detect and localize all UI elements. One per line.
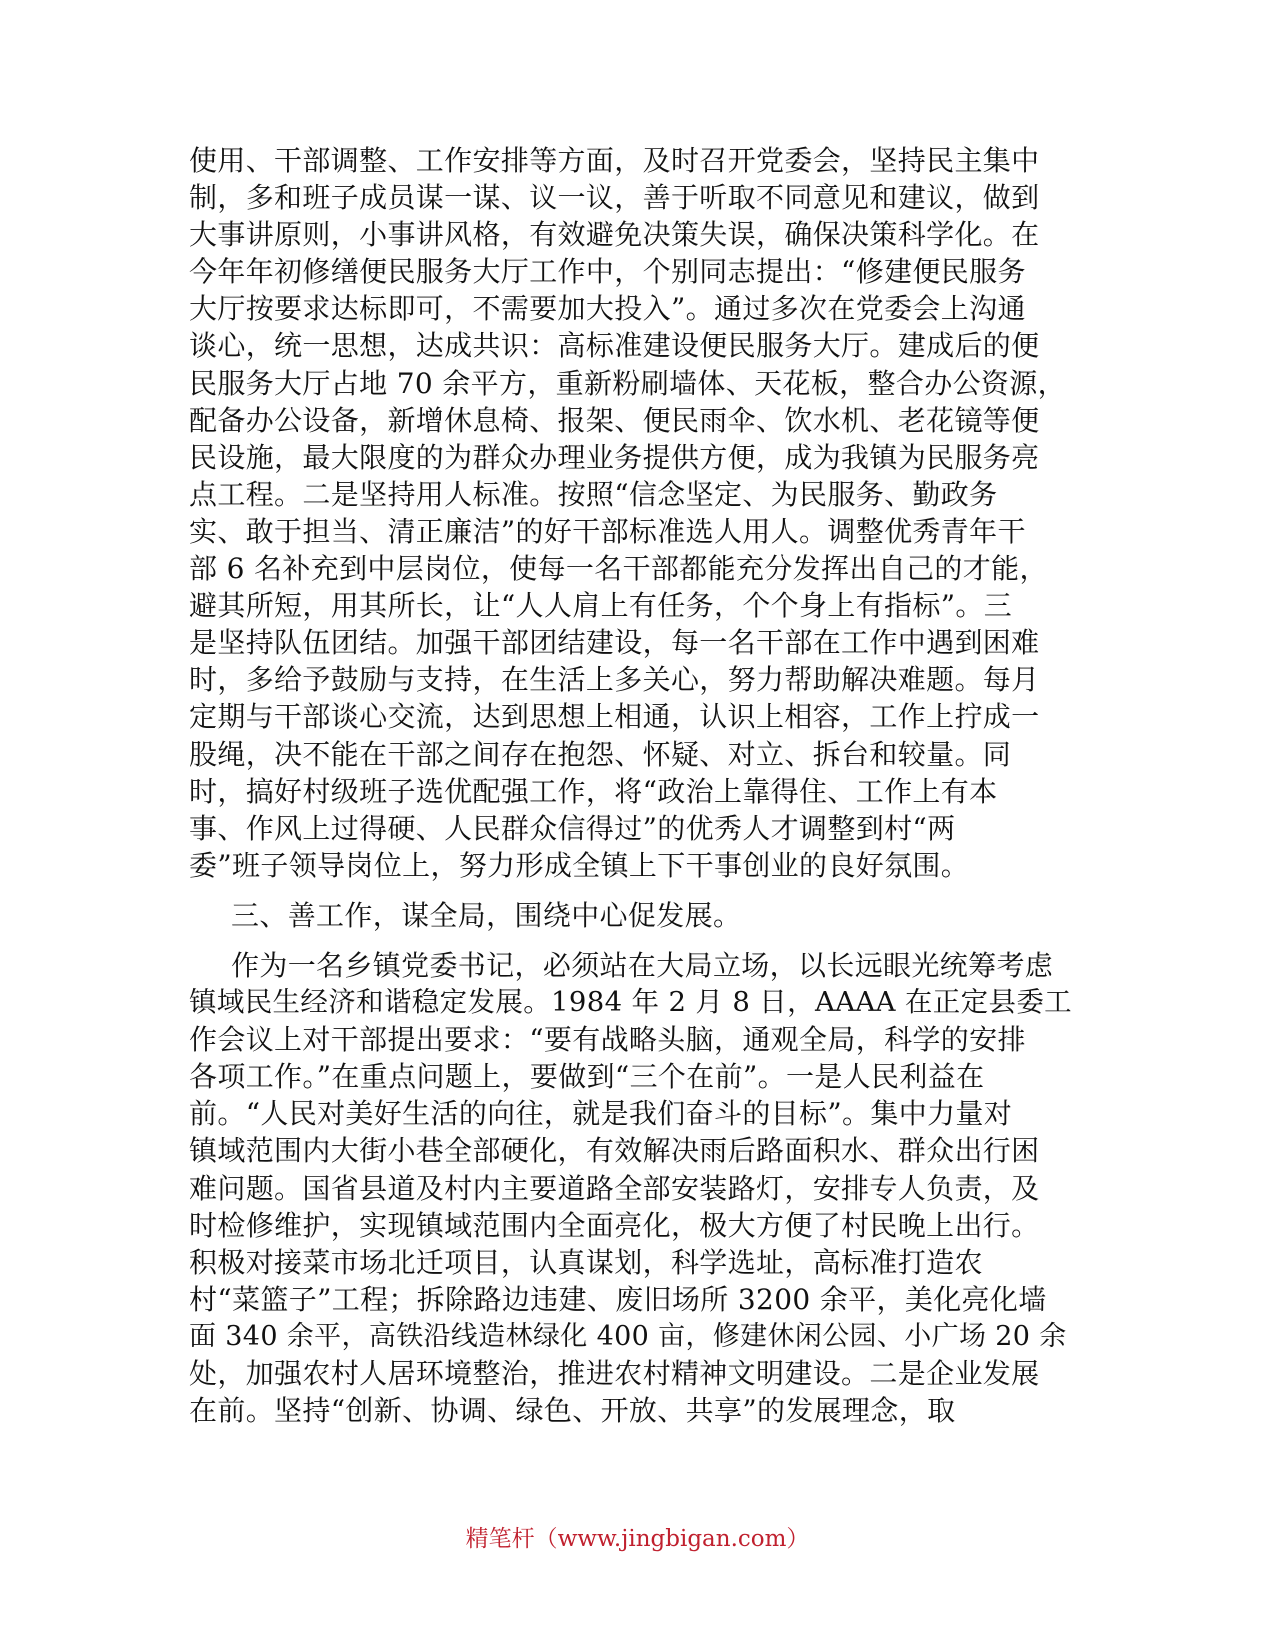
- paragraph-2: [189, 947, 1079, 1429]
- text-line: 村“菜篮子”工程；拆除路边违建、废旧场所 3200 余平，美化亮化墙: [189, 1282, 1047, 1316]
- text-line: 使用、干部调整、工作安排等方面，及时召开党委会，坚持民主集中: [189, 144, 1040, 177]
- text-line: 部 6 名补充到中层岗位，使每一名干部都能充分发挥出自己的才能，: [189, 552, 1048, 586]
- text-line: 时检修维护，实现镇域范围内全面亮化，极大方便了村民晚上出行。: [189, 1208, 1040, 1242]
- text-line: 作会议上对干部提出要求：“要有战略头脑，通观全局，科学的安排: [189, 1023, 1026, 1057]
- text-line: 配备办公设备，新增休息椅、报架、便民雨伞、饮水机、老花镜等便: [189, 403, 1040, 437]
- text-line: 作为一名乡镇党委书记，必须站在大局立场，以长远眼光统筹考虑: [231, 948, 1054, 982]
- text-line: 民设施，最大限度的为群众办理业务提供方便，成为我镇为民服务亮: [189, 440, 1040, 474]
- text-line: 面 340 余平，高铁沿线造林绿化 400 亩，修建休闲公园、小广场 20 余: [189, 1320, 1067, 1352]
- text-line: 各项工作。”在重点问题上，要做到“三个在前”。一是人民利益在: [189, 1060, 985, 1094]
- section-heading: 三、善工作，谋全局，围绕中心促发展。: [231, 898, 742, 932]
- text-line: 镇域民生经济和谐稳定发展。1984 年 2 月 8 日，AAAA 在正定县委工: [189, 986, 1073, 1019]
- text-line: 处，加强农村人居环境整治，推进农村精神文明建设。二是企业发展: [189, 1357, 1040, 1390]
- text-line: 定期与干部谈心交流，达到思想上相通，认识上相容，工作上拧成一: [189, 700, 1040, 734]
- text-line: 时，多给予鼓励与支持，在生活上多关心，努力帮助解决难题。每月: [189, 663, 1040, 697]
- text-line: 谈心，统一思想，达成共识：高标准建设便民服务大厅。建成后的便: [189, 329, 1040, 363]
- text-line: 积极对接菜市场北迁项目，认真谋划，科学选址，高标准打造农: [189, 1245, 983, 1279]
- text-line: 大事讲原则，小事讲风格，有效避免决策失误，确保决策科学化。在: [189, 218, 1040, 252]
- text-line: 制，多和班子成员谋一谋、议一议，善于听取不同意见和建议，做到: [189, 181, 1040, 215]
- text-line: 实、敢于担当、清正廉洁”的好干部标准选人用人。调整优秀青年干: [189, 514, 1026, 548]
- text-line: 镇域范围内大街小巷全部硬化，有效解决雨后路面积水、群众出行困: [189, 1134, 1040, 1168]
- text-line: 委”班子领导岗位上，努力形成全镇上下干事创业的良好氛围。: [189, 848, 970, 882]
- text-line: 时，搞好村级班子选优配强工作，将“政治上靠得住、工作上有本: [189, 774, 998, 808]
- text-line: 大厅按要求达标即可，不需要加大投入”。通过多次在党委会上沟通: [189, 292, 1026, 326]
- text-line: 避其所短，用其所长，让“人人肩上有任务，个个身上有指标”。三: [189, 589, 1013, 623]
- text-line: 在前。坚持“创新、协调、绿色、开放、共享”的发展理念，取: [189, 1394, 956, 1428]
- text-line: 难问题。国省县道及村内主要道路全部安装路灯，安排专人负责，及: [189, 1171, 1040, 1205]
- footer-watermark: 精笔杆（www.jingbigan.com）: [465, 1526, 810, 1552]
- text-line: 前。“人民对美好生活的向往，就是我们奋斗的目标”。集中力量对: [189, 1097, 1013, 1131]
- text-line: 股绳，决不能在干部之间存在抱怨、怀疑、对立、拆台和较量。同: [189, 737, 1012, 771]
- text-line: 是坚持队伍团结。加强干部团结建设，每一名干部在工作中遇到困难: [189, 626, 1040, 660]
- text-line: 今年年初修缮便民服务大厅工作中，个别同志提出：“修建便民服务: [189, 255, 1026, 289]
- text-line: 民服务大厅占地 70 余平方，重新粉刷墙体、天花板，整合办公资源，: [189, 366, 1066, 400]
- document-body: [189, 142, 1079, 1429]
- text-line: 点工程。二是坚持用人标准。按照“信念坚定、为民服务、勤政务: [189, 477, 998, 511]
- text-line: 事、作风上过得硬、人民群众信得过”的优秀人才调整到村“两: [189, 811, 956, 845]
- paragraph-1: [189, 142, 1079, 884]
